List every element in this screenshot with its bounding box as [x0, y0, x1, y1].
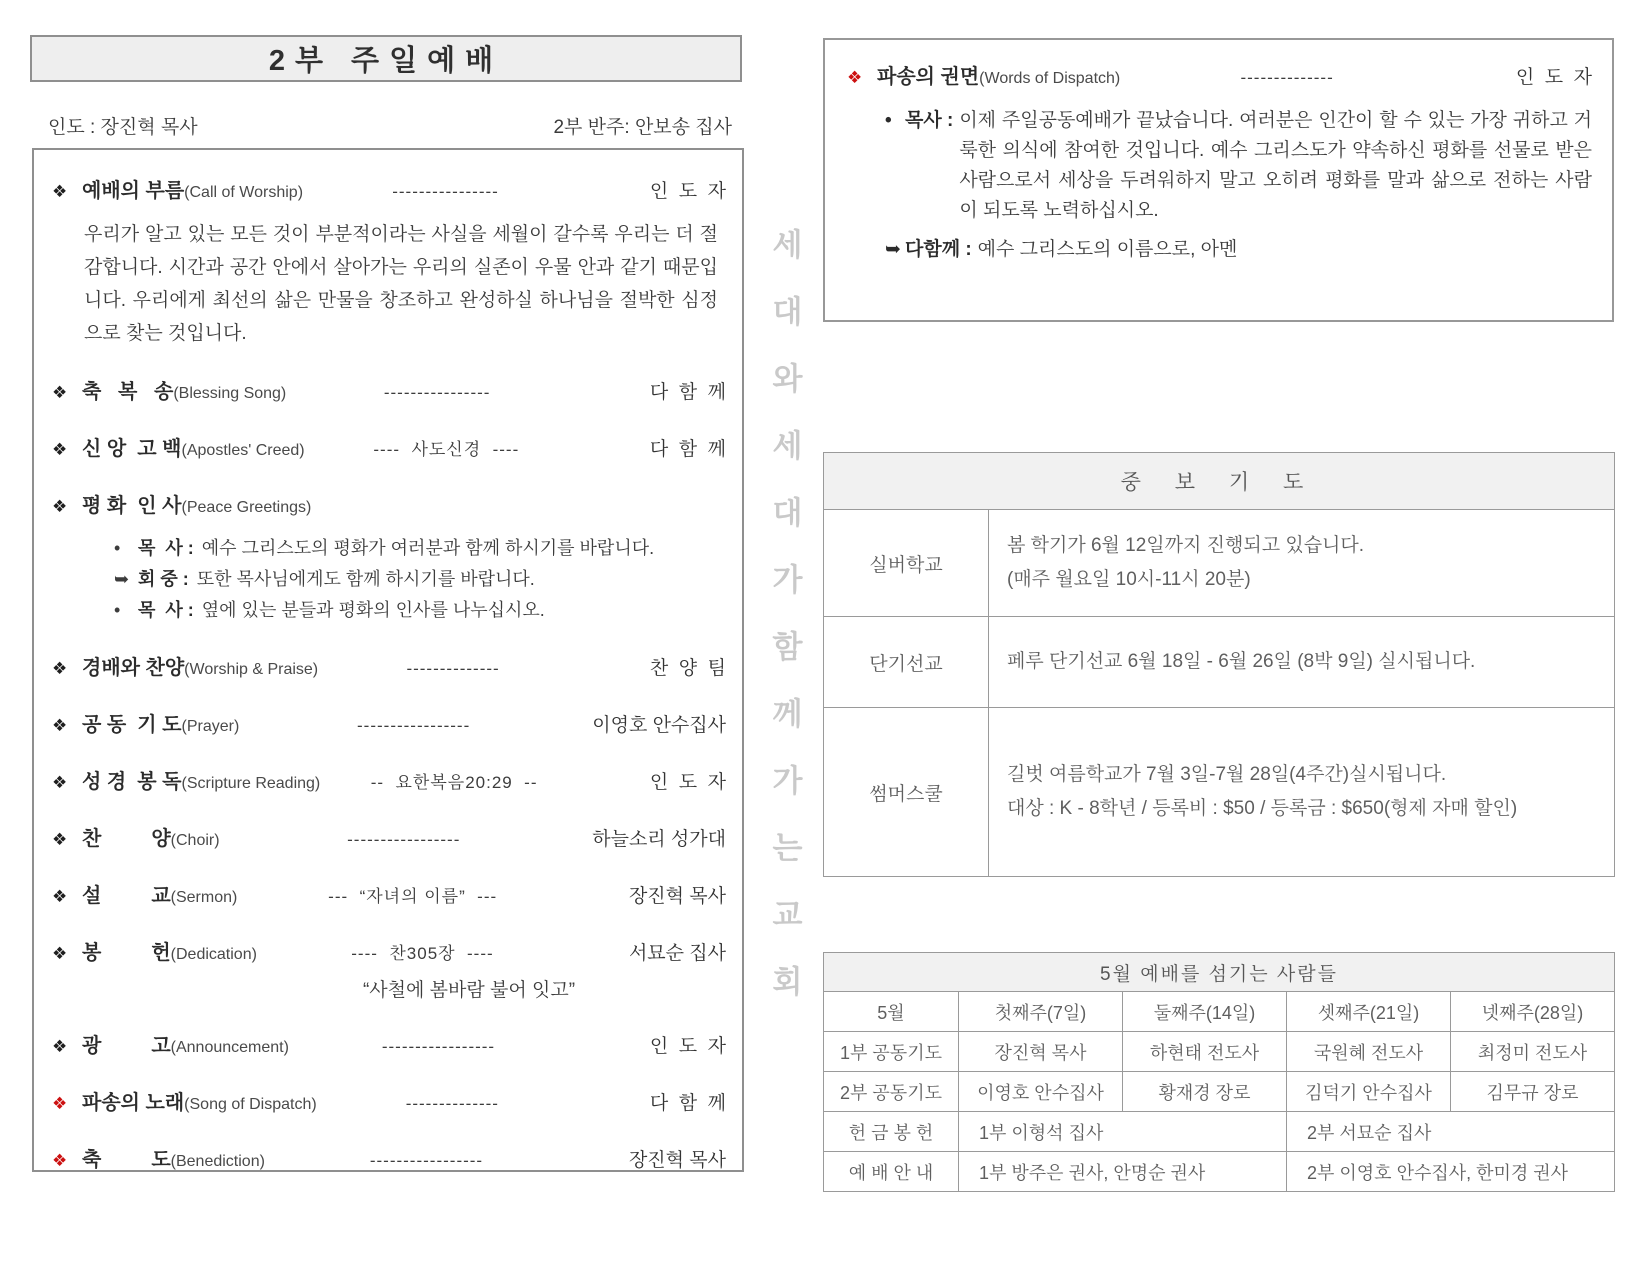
item-dashes: --------------	[406, 659, 500, 678]
detail-line: 봄 학기가 6월 12일까지 진행되고 있습니다.	[1007, 535, 1365, 556]
service-item-dedication	[52, 940, 726, 968]
dialogue-line	[114, 533, 726, 564]
header-cell: 첫째주(7일)	[959, 992, 1123, 1032]
item-title-en: (Song of Dispatch)	[184, 1096, 317, 1113]
intercession-label: 썸머스쿨	[824, 708, 989, 877]
return-arrow-icon: ➥	[114, 569, 130, 589]
dialogue-text: 또한 목사님에게도 함께 하시기를 바랍니다.	[196, 569, 535, 589]
dispatch-pastor-line	[885, 106, 1592, 226]
dispatch-speaker: 목사 :	[905, 110, 954, 131]
item-dashes: -----------------	[369, 1151, 484, 1170]
item-title: 평 화 인 사	[82, 495, 182, 517]
table-row	[824, 1112, 1615, 1152]
item-title: 찬 양	[82, 828, 171, 850]
item-performer: 장진혁 목사	[628, 1150, 726, 1171]
item-title: 광 고	[82, 1035, 171, 1057]
item-title: 봉 헌	[82, 942, 171, 964]
service-accompanist: 2부 반주: 안보송 집사	[553, 117, 732, 138]
item-performer: 다 함 께	[649, 382, 726, 403]
service-item-sermon	[52, 883, 726, 911]
item-performer: 다 함 께	[649, 1093, 726, 1114]
item-dashes: -----------------	[381, 1037, 496, 1056]
table-row	[824, 708, 1615, 877]
service-item-call-of-worship	[52, 178, 726, 206]
item-title: 예배의 부름	[82, 180, 185, 202]
server-cell: 김무규 장로	[1451, 1072, 1615, 1112]
item-dashes: -----------------	[347, 830, 461, 849]
diamond-icon: ❖	[52, 383, 68, 402]
diamond-icon: ❖	[52, 659, 68, 678]
item-title-en: (Announcement)	[170, 1039, 289, 1056]
diamond-icon: ❖	[52, 440, 68, 459]
row-label: 예 배 안 내	[824, 1152, 959, 1192]
item-title-en: (Scripture Reading)	[181, 775, 321, 792]
service-item-announcement	[52, 1033, 726, 1061]
dispatch-all-line	[885, 234, 1592, 261]
item-performer: 인 도 자	[649, 1036, 726, 1057]
server-cell: 1부 방주은 권사, 안명순 권사	[959, 1152, 1287, 1192]
item-dashes: ---- 사도신경 ----	[373, 440, 520, 459]
dialogue-text: 예수 그리스도의 평화가 여러분과 함께 하시기를 바랍니다.	[201, 538, 655, 558]
diamond-icon: ❖	[52, 830, 68, 849]
item-performer: 서묘순 집사	[628, 943, 726, 964]
item-title: 성 경 봉 독	[82, 771, 182, 793]
header-cell: 5월	[824, 992, 959, 1032]
header-cell: 셋째주(21일)	[1287, 992, 1451, 1032]
item-dashes: --- “자녀의 이름” ---	[328, 887, 498, 906]
table-row	[824, 1152, 1615, 1192]
item-dashes: -----------------	[357, 716, 471, 735]
item-performer: 인 도 자	[1515, 67, 1592, 88]
server-cell: 황재경 장로	[1123, 1072, 1287, 1112]
item-title-en: (Blessing Song)	[173, 385, 287, 402]
table-row	[824, 1032, 1615, 1072]
item-title-en: (Worship & Praise)	[184, 661, 319, 678]
header-cell: 넷째주(28일)	[1451, 992, 1615, 1032]
dispatch-all-speaker: 다함께 :	[905, 239, 972, 260]
server-cell: 2부 서묘순 집사	[1287, 1112, 1615, 1152]
diamond-icon: ❖	[52, 182, 68, 201]
item-dashes: ---- 찬305장 ----	[351, 944, 494, 963]
diamond-icon: ❖	[52, 1094, 68, 1113]
dialogue-speaker: 목 사 :	[138, 538, 194, 558]
item-performer: 인 도 자	[649, 181, 726, 202]
detail-line: 대상 : K - 8학년 / 등록비 : $50 / 등록금 : $650(형제 자매 할인)	[1007, 798, 1518, 819]
item-title-en: (Dedication)	[170, 946, 257, 963]
server-cell: 이영호 안수집사	[959, 1072, 1123, 1112]
item-performer: 인 도 자	[649, 772, 726, 793]
item-title-en: (Words of Dispatch)	[979, 70, 1121, 87]
servers-table	[823, 952, 1615, 1192]
diamond-icon: ❖	[847, 68, 863, 87]
dispatch-all-text: 예수 그리스도의 이름으로, 아멘	[977, 239, 1238, 260]
service-title-box	[30, 35, 742, 82]
item-title-en: (Sermon)	[170, 889, 238, 906]
item-title: 파송의 노래	[82, 1092, 185, 1114]
leaders-row	[48, 112, 732, 139]
item-performer: 이영호 안수집사	[592, 715, 726, 736]
dialogue-speaker: 목 사 :	[138, 600, 194, 620]
server-cell: 하현태 전도사	[1123, 1032, 1287, 1072]
item-dashes: --------------	[405, 1094, 499, 1113]
item-performer: 다 함 께	[649, 439, 726, 460]
item-dashes: --------------	[1240, 68, 1334, 87]
service-item-prayer	[52, 712, 726, 740]
server-cell: 2부 이영호 안수집사, 한미경 권사	[1287, 1152, 1615, 1192]
server-cell: 최정미 전도사	[1451, 1032, 1615, 1072]
page-title: 2부 주일예배	[268, 45, 504, 77]
service-item-peace-greetings	[52, 493, 726, 521]
peace-greetings-dialogue	[114, 533, 726, 626]
service-item-apostles-creed	[52, 436, 726, 464]
dialogue-line	[114, 564, 726, 595]
dispatch-pastor-text: 이제 주일공동예배가 끝났습니다. 여러분은 인간이 할 수 있는 가장 귀하고 거룩한 의식에 참여한 것입니다. 예수 그리스도가 약속하신 평화를 선물로 받은 사람으로서 세상을 두려워하지 말고 오히려 평화를 말과 삶으로 전하는 사람이 되도록 노력하십시오.	[959, 110, 1592, 221]
server-cell: 장진혁 목사	[959, 1032, 1123, 1072]
servers-header-row	[824, 992, 1615, 1032]
server-cell: 국원혜 전도사	[1287, 1032, 1451, 1072]
call-of-worship-text: 우리가 알고 있는 모든 것이 부분적이라는 사실을 세월이 갈수록 우리는 더 절감합니다. 시간과 공간 안에서 살아가는 우리의 실존이 우물 안과 같기 때문입니다. 우리에게 최선의 삶은 만물을 창조하고 완성하실 하나님을 절박한 심정으로 찾는 것입니다.	[84, 224, 718, 344]
item-title-en: (Call of Worship)	[184, 184, 304, 201]
diamond-icon: ❖	[52, 716, 68, 735]
return-arrow-icon: ➥	[885, 239, 901, 260]
words-of-dispatch-box	[823, 38, 1614, 322]
service-item-blessing-song	[52, 379, 726, 407]
intercession-label: 단기선교	[824, 617, 989, 708]
item-performer: 장진혁 목사	[628, 886, 726, 907]
item-title: 축 복 송	[82, 381, 174, 403]
dedication-hymn-line: “사철에 봄바람 불어 잇고”	[362, 980, 576, 1001]
item-title: 공 동 기 도	[82, 714, 182, 736]
item-title-en: (Peace Greetings)	[181, 499, 312, 516]
item-title-en: (Benediction)	[170, 1153, 265, 1170]
intercession-detail	[989, 708, 1615, 877]
item-title-en: (Choir)	[170, 832, 220, 849]
service-item-worship-praise	[52, 655, 726, 683]
item-title: 설 교	[82, 885, 171, 907]
server-cell: 김덕기 안수집사	[1287, 1072, 1451, 1112]
diamond-icon: ❖	[52, 1151, 68, 1170]
row-label: 헌 금 봉 헌	[824, 1112, 959, 1152]
item-dashes: ----------------	[392, 182, 499, 201]
intercession-title: 중 보 기 도	[824, 453, 1615, 510]
table-row	[824, 510, 1615, 617]
intercession-table	[823, 452, 1615, 877]
detail-line: 길벗 여름학교가 7월 3일-7월 28일(4주간)실시됩니다.	[1007, 764, 1447, 785]
service-item-song-of-dispatch	[52, 1090, 726, 1118]
item-dashes: ----------------	[383, 383, 491, 402]
row-label: 2부 공동기도	[824, 1072, 959, 1112]
item-title: 파송의 권면	[877, 66, 980, 88]
vertical-slogan: 세대와세대가함께가는교회	[767, 228, 802, 1032]
dispatch-heading	[847, 64, 1592, 92]
item-title-en: (Prayer)	[181, 718, 240, 735]
diamond-icon: ❖	[52, 497, 68, 516]
server-cell: 1부 이형석 집사	[959, 1112, 1287, 1152]
bullet-icon: •	[885, 110, 892, 131]
intercession-label: 실버학교	[824, 510, 989, 617]
intercession-detail	[989, 510, 1615, 617]
item-title: 경배와 찬양	[82, 657, 185, 679]
bullet-icon: •	[114, 538, 121, 558]
servers-title-row	[824, 953, 1615, 992]
item-title: 축 도	[82, 1149, 171, 1171]
detail-line: (매주 월요일 10시-11시 20분)	[1007, 569, 1251, 590]
header-cell: 둘째주(14일)	[1123, 992, 1287, 1032]
row-label: 1부 공동기도	[824, 1032, 959, 1072]
intercession-header-row	[824, 453, 1615, 510]
diamond-icon: ❖	[52, 944, 68, 963]
service-leader: 인도 : 장진혁 목사	[48, 117, 198, 138]
bullet-icon: •	[114, 600, 121, 620]
item-performer: 찬 양 팀	[649, 658, 726, 679]
diamond-icon: ❖	[52, 1037, 68, 1056]
table-row	[824, 1072, 1615, 1112]
service-item-benediction	[52, 1147, 726, 1175]
diamond-icon: ❖	[52, 887, 68, 906]
service-item-choir	[52, 826, 726, 854]
service-item-scripture-reading	[52, 769, 726, 797]
item-title: 신 앙 고 백	[82, 438, 182, 460]
order-of-service-box	[32, 148, 744, 1172]
item-title-en: (Apostles' Creed)	[181, 442, 305, 459]
dialogue-line	[114, 595, 726, 626]
item-dashes: -- 요한복음20:29 --	[370, 773, 538, 792]
table-row	[824, 617, 1615, 708]
servers-title: 5월 예배를 섬기는 사람들	[824, 953, 1615, 992]
detail-line: 페루 단기선교 6월 18일 - 6월 26일 (8박 9일) 실시됩니다.	[1007, 651, 1476, 672]
dialogue-text: 옆에 있는 분들과 평화의 인사를 나누십시오.	[201, 600, 545, 620]
item-performer: 하늘소리 성가대	[592, 829, 726, 850]
dialogue-speaker: 회 중 :	[138, 569, 189, 589]
intercession-detail	[989, 617, 1615, 708]
diamond-icon: ❖	[52, 773, 68, 792]
